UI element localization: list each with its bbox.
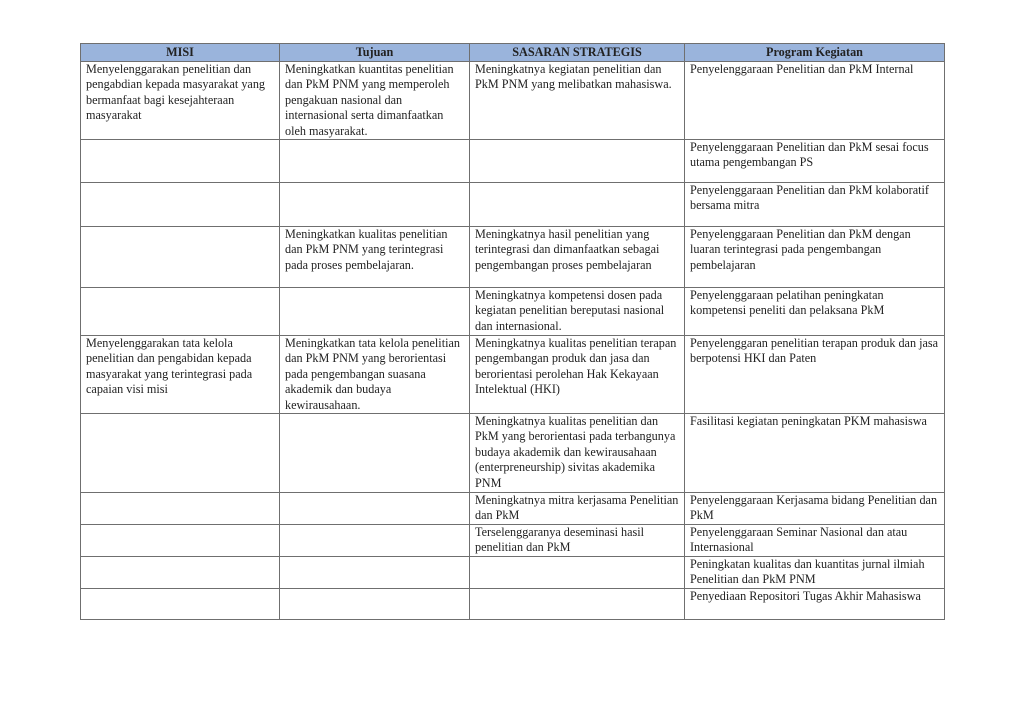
cell-program: Penyelenggaraan Penelitian dan PkM dengan luaran terintegrasi pada pengembangan pembelajaran xyxy=(685,227,945,288)
table-row xyxy=(81,493,945,525)
cell-misi xyxy=(81,140,280,183)
cell-sasaran: Meningkatnya kompetensi dosen pada kegiatan penelitian bereputasi nasional dan internasional. xyxy=(470,288,685,336)
cell-misi xyxy=(81,288,280,336)
cell-misi xyxy=(81,183,280,227)
cell-program: Penyelenggaraan Penelitian dan PkM kolaboratif bersama mitra xyxy=(685,183,945,227)
header-sasaran-strategis: SASARAN STRATEGIS xyxy=(470,44,685,62)
cell-sasaran: Meningkatnya kegiatan penelitian dan PkM PNM yang melibatkan mahasiswa. xyxy=(470,62,685,140)
cell-sasaran: Meningkatnya kualitas penelitian terapan pengembangan produk dan jasa dan berorientasi perolehan Hak Kekayaan Intelektual (HKI) xyxy=(470,336,685,414)
cell-misi xyxy=(81,414,280,493)
cell-tujuan xyxy=(280,524,470,556)
cell-sasaran xyxy=(470,183,685,227)
header-row xyxy=(81,44,945,62)
cell-sasaran: Meningkatnya kualitas penelitian dan PkM yang berorientasi pada terbangunya budaya akademik dan kewirausahaan (enterpreneurship) sivitas akademika PNM xyxy=(470,414,685,493)
cell-tujuan: Meningkatkan tata kelola penelitian dan PkM PNM yang berorientasi pada pengembangan suasana akademik dan budaya kewirausahaan. xyxy=(280,336,470,414)
cell-sasaran xyxy=(470,556,685,588)
cell-sasaran xyxy=(470,588,685,619)
cell-tujuan xyxy=(280,556,470,588)
cell-misi xyxy=(81,556,280,588)
cell-misi: Menyelenggarakan tata kelola penelitian dan pengabidan kepada masyarakat yang terintegrasi pada capaian visi misi xyxy=(81,336,280,414)
strategy-table xyxy=(80,43,945,620)
cell-program: Penyelenggaraan pelatihan peningkatan kompetensi peneliti dan pelaksana PkM xyxy=(685,288,945,336)
cell-tujuan xyxy=(280,588,470,619)
table-row xyxy=(81,556,945,588)
cell-program: Peningkatan kualitas dan kuantitas jurnal ilmiah Penelitian dan PkM PNM xyxy=(685,556,945,588)
cell-misi xyxy=(81,524,280,556)
table-row xyxy=(81,227,945,288)
cell-sasaran: Meningkatnya mitra kerjasama Penelitian dan PkM xyxy=(470,493,685,525)
table-row xyxy=(81,183,945,227)
table-row xyxy=(81,62,945,140)
table-row xyxy=(81,588,945,619)
cell-tujuan: Meningkatkan kualitas penelitian dan PkM PNM yang terintegrasi pada proses pembelajaran. xyxy=(280,227,470,288)
table-row xyxy=(81,524,945,556)
cell-program: Penyediaan Repositori Tugas Akhir Mahasiswa xyxy=(685,588,945,619)
header-misi: MISI xyxy=(81,44,280,62)
cell-tujuan xyxy=(280,183,470,227)
cell-program: Penyelenggaran penelitian terapan produk dan jasa berpotensi HKI dan Paten xyxy=(685,336,945,414)
cell-sasaran: Terselenggaranya deseminasi hasil penelitian dan PkM xyxy=(470,524,685,556)
cell-tujuan xyxy=(280,493,470,525)
header-program-kegiatan: Program Kegiatan xyxy=(685,44,945,62)
cell-program: Penyelenggaraan Penelitian dan PkM Internal xyxy=(685,62,945,140)
cell-misi xyxy=(81,227,280,288)
cell-program: Penyelenggaraan Kerjasama bidang Penelitian dan PkM xyxy=(685,493,945,525)
cell-sasaran xyxy=(470,140,685,183)
cell-tujuan: Meningkatkan kuantitas penelitian dan PkM PNM yang memperoleh pengakuan nasional dan internasional serta dimanfaatkan oleh masyarakat. xyxy=(280,62,470,140)
header-tujuan: Tujuan xyxy=(280,44,470,62)
cell-tujuan xyxy=(280,288,470,336)
cell-misi xyxy=(81,588,280,619)
cell-tujuan xyxy=(280,140,470,183)
table-row xyxy=(81,336,945,414)
cell-program: Fasilitasi kegiatan peningkatan PKM mahasiswa xyxy=(685,414,945,493)
cell-misi: Menyelenggarakan penelitian dan pengabdian kepada masyarakat yang bermanfaat bagi kesejahteraan masyarakat xyxy=(81,62,280,140)
cell-program: Penyelenggaraan Seminar Nasional dan atau Internasional xyxy=(685,524,945,556)
cell-misi xyxy=(81,493,280,525)
cell-sasaran: Meningkatnya hasil penelitian yang terintegrasi dan dimanfaatkan sebagai pengembangan proses pembelajaran xyxy=(470,227,685,288)
table-row xyxy=(81,288,945,336)
cell-tujuan xyxy=(280,414,470,493)
cell-program: Penyelenggaraan Penelitian dan PkM sesai focus utama pengembangan PS xyxy=(685,140,945,183)
table-row xyxy=(81,140,945,183)
table-row xyxy=(81,414,945,493)
